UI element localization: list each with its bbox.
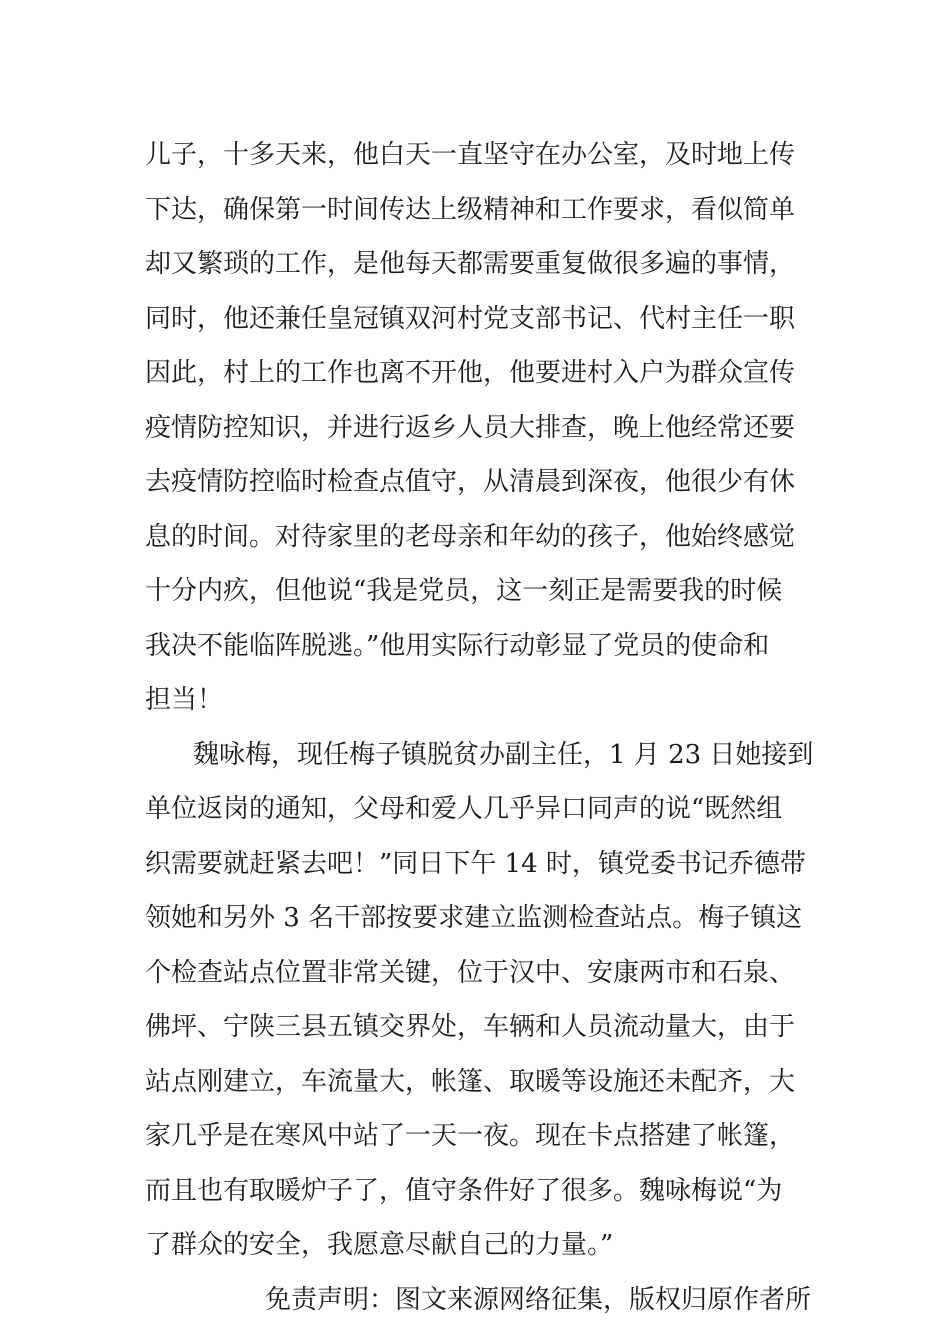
paragraph-2-line: 织需要就赶紧去吧！”同日下午 14 时，镇党委书记乔德带 xyxy=(145,848,806,879)
paragraph-1-line: 下达，确保第一时间传达上级精神和工作要求，看似简单 xyxy=(145,194,796,225)
document-body xyxy=(145,128,815,1327)
paragraph-1-line: 疫情防控知识，并进行返乡人员大排查，晚上他经常还要 xyxy=(145,412,796,443)
paragraph-2-line: 个检查站点位置非常关键，位于汉中、安康两市和石泉、 xyxy=(145,957,796,988)
paragraph-1-line: 同时，他还兼任皇冠镇双河村党支部书记、代村主任一职 xyxy=(145,303,796,334)
paragraph-1-line: 息的时间。对待家里的老母亲和年幼的孩子，他始终感觉 xyxy=(145,521,796,552)
paragraph-2-line: 了群众的安全，我愿意尽献自己的力量。” xyxy=(145,1230,614,1260)
paragraph-1-line: 我决不能临阵脱逃。”他用实际行动彰显了党员的使命和 xyxy=(145,630,770,661)
paragraph-1-line: 担当！ xyxy=(145,685,224,715)
paragraph-2-line: 站点刚建立，车流量大，帐篷、取暖等设施还未配齐，大 xyxy=(145,1066,796,1097)
paragraph-2-line: 魏咏梅，现任梅子镇脱贫办副主任，1 月 23 日她接到 xyxy=(193,739,814,770)
paragraph-2-line: 家几乎是在寒风中站了一天一夜。现在卡点搭建了帐篷， xyxy=(145,1121,796,1151)
paragraph-1-line: 儿子，十多天来，他白天一直坚守在办公室，及时地上传 xyxy=(145,140,796,170)
paragraph-1-line: 因此，村上的工作也离不开他，他要进村入户为群众宣传 xyxy=(145,358,796,388)
paragraph-2-line: 单位返岗的通知，父母和爱人几乎异口同声的说“既然组 xyxy=(145,794,783,824)
paragraph-2-line: 佛坪、宁陕三县五镇交界处，车辆和人员流动量大，由于 xyxy=(145,1012,796,1042)
paragraph-1-line: 去疫情防控临时检查点值守，从清晨到深夜，他很少有休 xyxy=(145,467,796,497)
disclaimer-text: 免责声明：图文来源网络征集，版权归原作者所 xyxy=(265,1284,812,1315)
paragraph-1-line: 十分内疚，但他说“我是党员，这一刻正是需要我的时候 xyxy=(145,576,783,606)
paragraph-2-line: 而且也有取暖炉子了，值守条件好了很多。魏咏梅说“为 xyxy=(145,1175,783,1206)
paragraph-1-line: 却又繁琐的工作，是他每天都需要重复做很多遍的事情， xyxy=(145,249,796,279)
paragraph-2-line: 领她和另外 3 名干部按要求建立监测检查站点。梅子镇这 xyxy=(145,903,803,933)
